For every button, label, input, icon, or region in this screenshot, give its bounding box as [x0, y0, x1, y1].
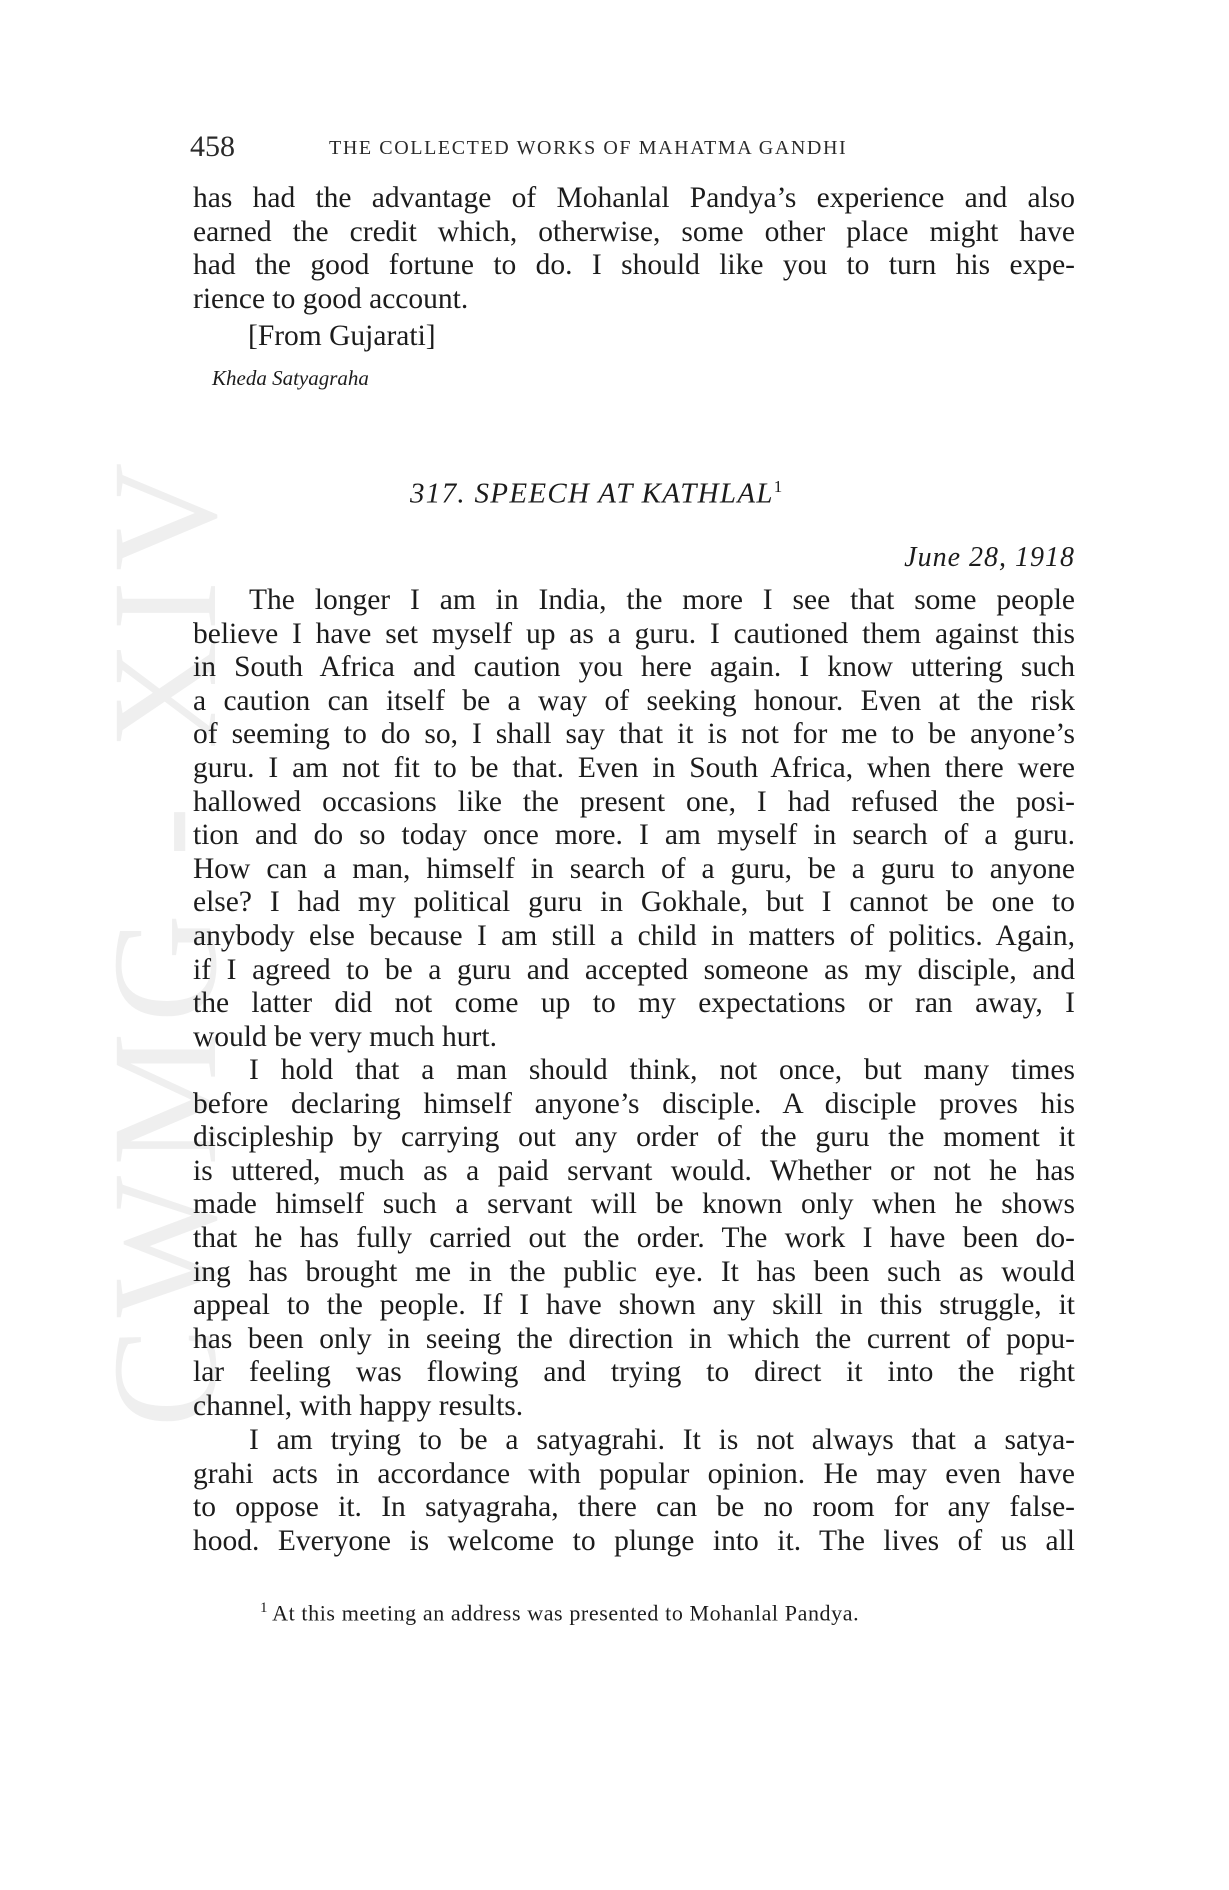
text-line: a caution can itself be a way of seeking honour. Even at the risk: [193, 684, 1075, 717]
watermark-text: CWMG - XIV: [82, 452, 248, 1428]
running-head: [190, 130, 1080, 170]
text-line: grahi acts in accordance with popular opinion. He may even have: [193, 1457, 1075, 1490]
footnote-mark: 1: [260, 1600, 269, 1616]
article-heading-text: 317. SPEECH AT KATHLAL: [410, 477, 774, 510]
text-line: if I agreed to be a guru and accepted someone as my disciple, and: [193, 953, 1075, 986]
text-line: I am trying to be a satyagrahi. It is not always that a satya-: [249, 1424, 1075, 1456]
body-paragraph-2: [193, 1054, 1075, 1424]
source-title: Kheda Satyagraha: [212, 366, 369, 390]
heading-footnote-mark: 1: [773, 477, 784, 496]
text-line: channel, with happy results.: [193, 1389, 524, 1422]
text-line: to oppose it. In satyagraha, there can be no room for any false-: [193, 1491, 1075, 1524]
text-line: of seeming to do so, I shall say that it is not for me to be anyone’s: [193, 718, 1075, 751]
body-paragraph-1: [193, 584, 1075, 1054]
text-line: in South Africa and caution you here again. I know uttering such: [193, 651, 1075, 684]
page-number: 458: [190, 130, 235, 163]
article-heading: [410, 477, 784, 511]
text-line: would be very much hurt.: [193, 1020, 497, 1053]
text-line: tion and do so today once more. I am myself in search of a guru.: [193, 819, 1075, 852]
text-line: had the good fortune to do. I should like you to turn his expe-: [193, 249, 1075, 282]
footnote-text: At this meeting an address was presented to Mohanlal Pandya.: [272, 1600, 860, 1626]
text-line: anybody else because I am still a child in matters of politics. Again,: [193, 919, 1075, 952]
body-paragraph-3: [193, 1424, 1075, 1558]
text-line: the latter did not come up to my expectations or ran away, I: [193, 987, 1075, 1020]
text-line: is uttered, much as a paid servant would. Whether or not he has: [193, 1154, 1075, 1187]
article-date: June 28, 1918: [904, 542, 1075, 573]
running-title: THE COLLECTED WORKS OF MAHATMA GANDHI: [329, 137, 848, 159]
text-line: lar feeling was flowing and trying to direct it into the right: [193, 1356, 1075, 1389]
text-line: has been only in seeing the direction in which the current of popu-: [193, 1322, 1075, 1355]
text-line: earned the credit which, otherwise, some other place might have: [193, 215, 1075, 248]
continuation-paragraph: [193, 182, 1075, 316]
source-note: [From Gujarati]: [248, 320, 436, 352]
text-line: believe I have set myself up as a guru. I cautioned them against this: [193, 617, 1075, 650]
text-line: The longer I am in India, the more I see that some people: [249, 584, 1075, 616]
text-line: discipleship by carrying out any order of the guru the moment it: [193, 1121, 1075, 1154]
text-line: How can a man, himself in search of a guru, be a guru to anyone: [193, 852, 1075, 885]
text-line: I hold that a man should think, not once, but many times: [249, 1054, 1075, 1086]
text-line: rience to good account.: [193, 282, 469, 315]
text-line: that he has fully carried out the order. The work I have been do-: [193, 1221, 1075, 1254]
text-line: made himself such a servant will be known only when he shows: [193, 1188, 1075, 1221]
text-line: before declaring himself anyone’s disciple. A disciple proves his: [193, 1087, 1075, 1120]
text-line: appeal to the people. If I have shown any skill in this struggle, it: [193, 1289, 1075, 1322]
text-line: hallowed occasions like the present one, I had refused the posi-: [193, 785, 1075, 818]
text-line: has had the advantage of Mohanlal Pandya’s experience and also: [193, 182, 1075, 214]
text-line: else? I had my political guru in Gokhale, but I cannot be one to: [193, 886, 1075, 919]
footnote: [260, 1600, 859, 1626]
text-line: ing has brought me in the public eye. It has been such as would: [193, 1255, 1075, 1288]
text-line: hood. Everyone is welcome to plunge into it. The lives of us all: [193, 1524, 1075, 1557]
text-line: guru. I am not fit to be that. Even in South Africa, when there were: [193, 751, 1075, 784]
